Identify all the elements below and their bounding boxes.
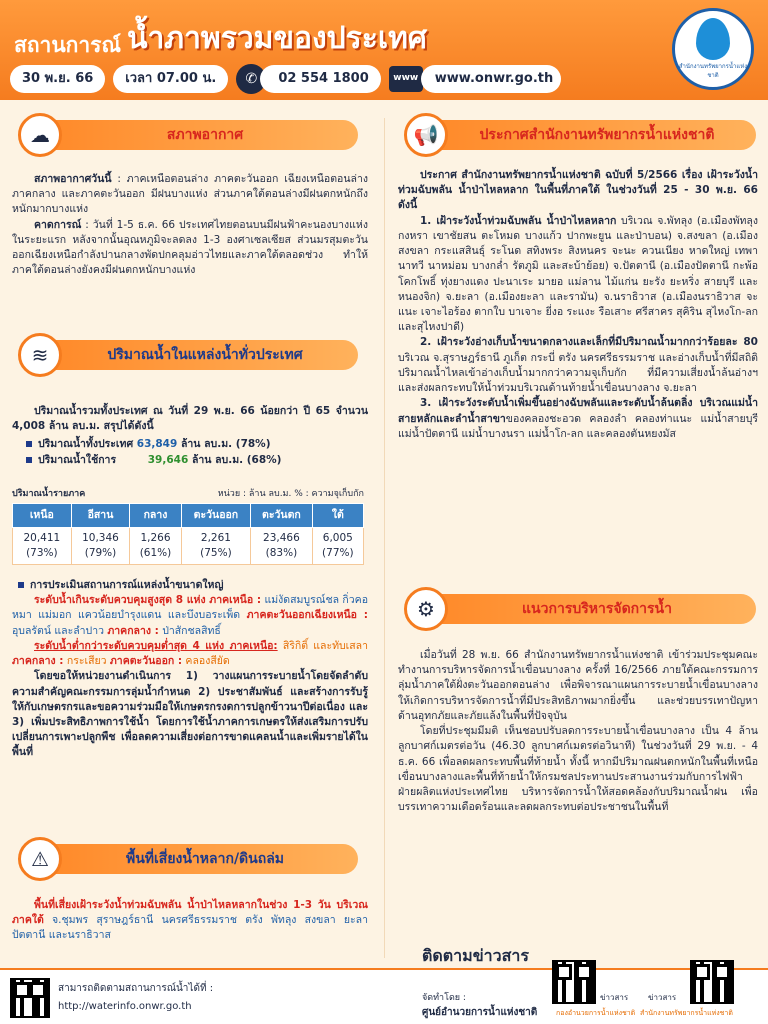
- col-south: ใต้: [312, 504, 363, 528]
- weather-today-label: สภาพอากาศวันนี้: [34, 173, 112, 185]
- water-volume-title: ปริมาณน้ำในแหล่งน้ำทั่วประเทศ: [52, 340, 358, 370]
- megaphone-icon: 📢: [404, 113, 448, 157]
- low-central: กระเสียว: [63, 655, 107, 668]
- table-row: [13, 528, 364, 564]
- col-central: กลาง: [130, 504, 181, 528]
- total-label: ปริมาณน้ำทั้งประเทศ: [38, 438, 134, 451]
- usable-unit: ล้าน ลบ.ม. (68%): [191, 453, 282, 466]
- col-northeast: อีสาน: [71, 504, 130, 528]
- weather-section-header: [18, 118, 358, 152]
- qr2-label2: สำนักงานทรัพยากรน้ำแห่งชาติ: [640, 1009, 733, 1017]
- low-east-label: ภาคตะวันออก :: [109, 655, 183, 668]
- management-body: [398, 648, 758, 815]
- high-central-label: ภาคกลาง :: [107, 624, 159, 637]
- time-text: เวลา 07.00 น.: [125, 70, 217, 86]
- flood-risk-title: พื้นที่เสี่ยงน้ำหลาก/ดินถล่ม: [52, 844, 358, 874]
- management-para1: เมื่อวันที่ 28 พ.ย. 66 สำนักงานทรัพยากรน้ำแห่งชาติ เข้าร่วมประชุมคณะทำงานการบริหารจัดการน้ำเขื่อนบางลาง ครั้งที่ 16/2566 ภายใต้คณะกรรมการลุ่มน้ำภาคใต้ฝั่งตะวันออกตอนล่าง เพื่อพิจารณาแผนการระบายน้ำเขื่อนบางลางให้เกิดการบริหารจัดการน้ำที่มีประสิทธิภาพมากยิ่งขึ้น และช่วยบรรเทาปัญหาด้านอุทกภัยและภัยแล้งในพื้นที่ปัจจุบัน: [398, 649, 758, 722]
- cell-northeast: 10,346 (79%): [71, 528, 130, 564]
- dam-icon: ≋: [18, 333, 62, 377]
- website-pill[interactable]: [421, 65, 561, 93]
- total-value: 63,849: [136, 438, 178, 451]
- cell-east: 2,261 (75%): [181, 528, 251, 564]
- announcement-item1: [398, 214, 758, 336]
- qr-code-onwr[interactable]: [690, 960, 734, 1004]
- table-header-row: [13, 504, 364, 528]
- high-ne-label: ภาคตะวันออกเฉียงเหนือ :: [246, 609, 368, 622]
- item1-label: 1. เฝ้าระวังน้ำท่วมฉับพลัน น้ำป่าไหลหลาก: [420, 214, 617, 227]
- date-text: 30 พ.ย. 66: [22, 70, 94, 86]
- announcement-item2: [398, 335, 758, 396]
- date-pill: [10, 65, 105, 93]
- total-water-row: [12, 437, 368, 452]
- col-north: เหนือ: [13, 504, 72, 528]
- logo-text: สำนักงานทรัพยากรน้ำแห่งชาติ: [678, 62, 748, 79]
- siren-icon: ⚠: [18, 837, 62, 881]
- gear-icon: ⚙: [404, 587, 448, 631]
- title-part1: สถานการณ์: [14, 32, 121, 57]
- assess-title: การประเมินสถานการณ์แหล่งน้ำขนาดใหญ่: [30, 579, 224, 591]
- bullet-icon: [26, 457, 32, 463]
- qr-code-nwcc[interactable]: [552, 960, 596, 1004]
- management-para2: โดยที่ประชุมมีมติ เห็นชอบปรับลดการระบายน้ำเขื่อนบางลาง เป็น 4 ล้านลูกบาศก์เมตรต่อวัน (46.30 ลูกบาศก์เมตรต่อวินาที) ในช่วงวันที่ 29 พ.ย. - 4 ธ.ค. 66 เพื่อลดผลกระทบพื้นที่ท้ายน้ำ ทั้งนี้ หากมีปริมาณฝนตกหนักในพื้นที่เหนือเขื่อนบางลางและพื้นที่ท้ายน้ำให้กรมชลประทานประสานงานร่วมกับการไฟฟ้าฝ่ายผลิตแห่งประเทศไทย บริหารจัดการน้ำให้สอดคล้องกับปริมาณน้ำฝน เพื่อบรรเทาความเดือดร้อนและลดผลกระทบต่อประชาชนในพื้นที่: [398, 725, 758, 814]
- low-label: ระดับน้ำต่ำกว่าระดับควบคุมต่ำสุด 4 แห่ง ภาคเหนือ:: [34, 639, 278, 652]
- low-level-para: [12, 639, 368, 669]
- water-volume-section-header: [18, 338, 358, 372]
- item3-text: ของคลองชะอวด คลองลำ คลองท่าแนะ แม่น้ำสายบุรี แม่น้ำปัตตานี แม่น้ำบางนรา แม่น้ำโก-ลก และคลองตันหยงมัส: [398, 412, 758, 440]
- flood-risk-rest: จ.ชุมพร สุราษฎร์ธานี นครศรีธรรมราช ตรัง พัทลุง สงขลา ยะลา ปัตตานี และนราธิวาส: [12, 914, 368, 942]
- weather-title: สภาพอากาศ: [52, 120, 358, 150]
- high-central: ป่าสักชลสิทธิ์: [158, 624, 221, 637]
- assessment-block: [12, 578, 368, 761]
- item2-text: บริเวณ จ.สุราษฎร์ธานี ภูเก็ต กระบี่ ตรัง นครศรีธรรมราช และอ่างเก็บน้ำที่มีสถิติปริมาณน้ำไหลเข้าอ่างเก็บน้ำมากกว่าความจุเก็บกัก ที่มีความเสี่ยงน้ำล้นอ่างฯ และส่งผลกระทบให้น้ำท่วมบริเวณด้านท้ายน้ำเขื่อนบางลาง จ.ยะลา: [398, 351, 758, 395]
- flood-risk-section-header: [18, 842, 358, 876]
- usable-value: 39,646: [147, 453, 189, 466]
- water-volume-summary: ปริมาณน้ำรวมทั้งประเทศ ณ วันที่ 29 พ.ย. 66 น้อยกว่า ปี 65 จำนวน 4,008 ล้าน ลบ.ม. สรุปได้ดังนี้: [12, 405, 368, 433]
- management-section-header: [404, 592, 756, 626]
- cell-north: 20,411 (73%): [13, 528, 72, 564]
- bullet-icon: [18, 582, 24, 588]
- time-pill: [113, 65, 228, 93]
- footer-follow-text: สามารถติดตามสถานการณ์น้ำได้ที่ :: [58, 983, 214, 994]
- flood-risk-red: พื้นที่เสี่ยงเฝ้าระวังน้ำท่วมฉับพลัน น้ำป่าไหลหลากในช่วง 1-3 วัน บริเวณ ภาคใต้: [12, 899, 368, 927]
- high-level-para: [12, 593, 368, 639]
- cell-west: 23,466 (83%): [251, 528, 312, 564]
- table-caption-left: ปริมาณน้ำรายภาค: [12, 489, 86, 499]
- low-east: คลองสียัด: [182, 655, 230, 668]
- waterinfo-qr-code[interactable]: [10, 978, 50, 1018]
- qr2-label1: ข่าวสาร: [648, 993, 677, 1002]
- low-central-label: ภาคกลาง :: [12, 655, 64, 668]
- request-para: โดยขอให้หน่วยงานดำเนินการ 1) วางแผนการระบายน้ำโดยจัดลำดับความสำคัญคณะกรรมการลุ่มน้ำกำหนด 2) ประชาสัมพันธ์ และสร้างการรับรู้ให้กับเกษตรกรและขอความร่วมมือให้เกษตรกรงดการปลูกข้าวนาปีต่อเนื่อง และ 3) เพิ่มประสิทธิภาพการใช้น้ำ โดยการใช้น้ำภาคการเกษตรให้ส่งเสริมการปรับเปลี่ยนการเพาะปลูกพืช เพื่อลดความเสี่ยงต่อการขาดแคลนน้ำและเพิ่มรายได้ในพื้นที่: [12, 670, 368, 759]
- bullet-icon: [26, 441, 32, 447]
- announcement-section-header: [404, 118, 756, 152]
- info-bar: [10, 64, 561, 94]
- follow-news-title: ติดตามข่าวสาร: [422, 946, 529, 965]
- qr1-label2: กองอำนวยการน้ำแห่งชาติ: [556, 1009, 636, 1017]
- footer-org-label: จัดทำโดย :: [422, 993, 466, 1003]
- announcement-item3: [398, 396, 758, 442]
- page-title: [14, 12, 427, 60]
- title-part2: น้ำภาพรวมของประเทศ: [126, 20, 427, 56]
- announcement-heading: ประกาศ สำนักงานทรัพยากรน้ำแห่งชาติ ฉบับที่ 5/2566 เรื่อง เฝ้าระวังน้ำท่วมฉับพลัน น้ำป่าไหลหลาก ในพื้นที่ภาคใต้ ในช่วงวันที่ 25 - 30 พ.ย. 66 ดังนี้: [398, 169, 758, 212]
- usable-water-row: [12, 453, 368, 468]
- high-ne: อุบลรัตน์ และลำปาว: [12, 624, 105, 637]
- table-caption-right: หน่วย : ล้าน ลบ.ม. % : ความจุเก็บกัก: [217, 489, 364, 499]
- website-link[interactable]: www.onwr.go.th: [434, 70, 554, 86]
- col-west: ตะวันตก: [251, 504, 312, 528]
- www-label: www: [393, 73, 419, 84]
- item3-label: 3. เฝ้าระวังระดับน้ำเพิ่มขึ้นอย่างฉับพลันและระดับน้ำล้นตลิ่ง บริเวณแม่น้ำสายหลักและลำน้ำสาขา: [398, 397, 758, 425]
- weather-text: [12, 172, 368, 279]
- item2-label: 2. เฝ้าระวังอ่างเก็บน้ำขนาดกลางและเล็กที่มีปริมาณน้ำมากกว่าร้อยละ 80: [420, 336, 758, 349]
- high-label: ระดับน้ำเกินระดับควบคุมสูงสุด 8 แห่ง ภาคเหนือ :: [34, 594, 262, 607]
- header-banner: [0, 0, 768, 100]
- item1-text: บริเวณ จ.พัทลุง (อ.เมืองพัทลุง กงหรา เขาชัยสน ตะโหมด บางแก้ว ปากพะยูน และป่าบอน) จ.สงขลา (อ.เมืองสงขลา กระแสสินธุ์ ระโนด สทิงพระ สิงหนคร จะนะ ควนเนียง หาดใหญ่ เทพา นาทวี นาหม่อม บางกล่ำ รัตภูมิ และสะบ้าย้อย) จ.ปัตตานี (อ.เมืองปัตตานี กะพ้อ โคกโพธิ์ ทุ่งยางแดง ปะนาเระ มายอ แม่ลาน ไม้แก่น ยะรัง ยะหริ่ง สายบุรี และหนองจิก) จ.ยะลา (อ.เมืองยะลา และรามัน) จ.นราธิวาส (อ.เมืองนราธิวาส จะแนะ เจาะไอร้อง ตากใบ บาเจาะ ยี่งอ ระแงะ รือเสาะ ศรีสาคร สุคิริน สุไหงโก-ลก และสุไหงปาดี): [398, 214, 758, 334]
- cell-south: 6,005 (77%): [312, 528, 363, 564]
- low-north: สิริกิติ์ และทับเสลา: [277, 639, 369, 652]
- onwr-logo: [672, 8, 754, 90]
- phone-text: 02 554 1800: [278, 70, 369, 86]
- water-drop-icon: [696, 18, 730, 60]
- phone-pill[interactable]: [260, 65, 380, 93]
- total-unit: ล้าน ลบ.ม. (78%): [180, 438, 271, 451]
- weather-forecast-text: : วันที่ 1-5 ธ.ค. 66 ประเทศไทยตอนบนมีฝนฟ้าคะนองบางแห่งในระยะแรก หลังจากนั้นอุณหภูมิจะลดลง 1-3 องศาเซลเซียส ส่วนมรสุมตะวันออกเฉียงเหนือกำลังปานกลางพัดปกคลุมอ่าวไทยและภาคใต้ตลอดช่วง ทำให้ภาคใต้ตอนล่างยังคงมีฝนตกหนักบางแห่ง: [12, 218, 368, 277]
- col-east: ตะวันออก: [181, 504, 251, 528]
- phone-icon: ✆: [236, 64, 266, 94]
- footer-org-name: ศูนย์อำนวยการน้ำแห่งชาติ: [422, 1007, 538, 1018]
- assess-title-row: [12, 578, 368, 593]
- region-table: [12, 503, 364, 565]
- footer-waterinfo-link[interactable]: http://waterinfo.onwr.go.th: [58, 1001, 192, 1012]
- www-icon: [389, 66, 423, 92]
- announcement-title: ประกาศสำนักงานทรัพยากรน้ำแห่งชาติ: [438, 120, 756, 150]
- usable-label: ปริมาณน้ำใช้การ: [38, 453, 117, 466]
- footer: [0, 968, 768, 1024]
- table-caption: [12, 488, 364, 501]
- region-table-wrap: [12, 488, 364, 565]
- weather-forecast-label: คาดการณ์: [34, 218, 82, 231]
- management-title: แนวการบริหารจัดการน้ำ: [438, 594, 756, 624]
- weather-cloud-icon: ☁: [18, 113, 62, 157]
- announcement-body: [398, 168, 758, 442]
- qr1-label1: ข่าวสาร: [600, 993, 629, 1002]
- flood-risk-text: [12, 898, 368, 944]
- high-north: แม่งัดสมบูรณ์ชล กิ่วคอหมา แม่มอก แควน้อยบำรุงแดน และบึงบอระเพ็ด: [12, 594, 368, 622]
- water-volume-summary-block: [12, 404, 368, 468]
- cell-central: 1,266 (61%): [130, 528, 181, 564]
- weather-today-text: : ภาคเหนือตอนล่าง ภาคตะวันออก เฉียงเหนือตอนล่าง ภาคกลาง และภาคตะวันออก มีฝนบางแห่ง ส่วนภาคใต้ตอนล่างมีฝนตกหนักถึงหนักมากบางแห่ง: [12, 173, 368, 216]
- column-divider: [384, 118, 385, 958]
